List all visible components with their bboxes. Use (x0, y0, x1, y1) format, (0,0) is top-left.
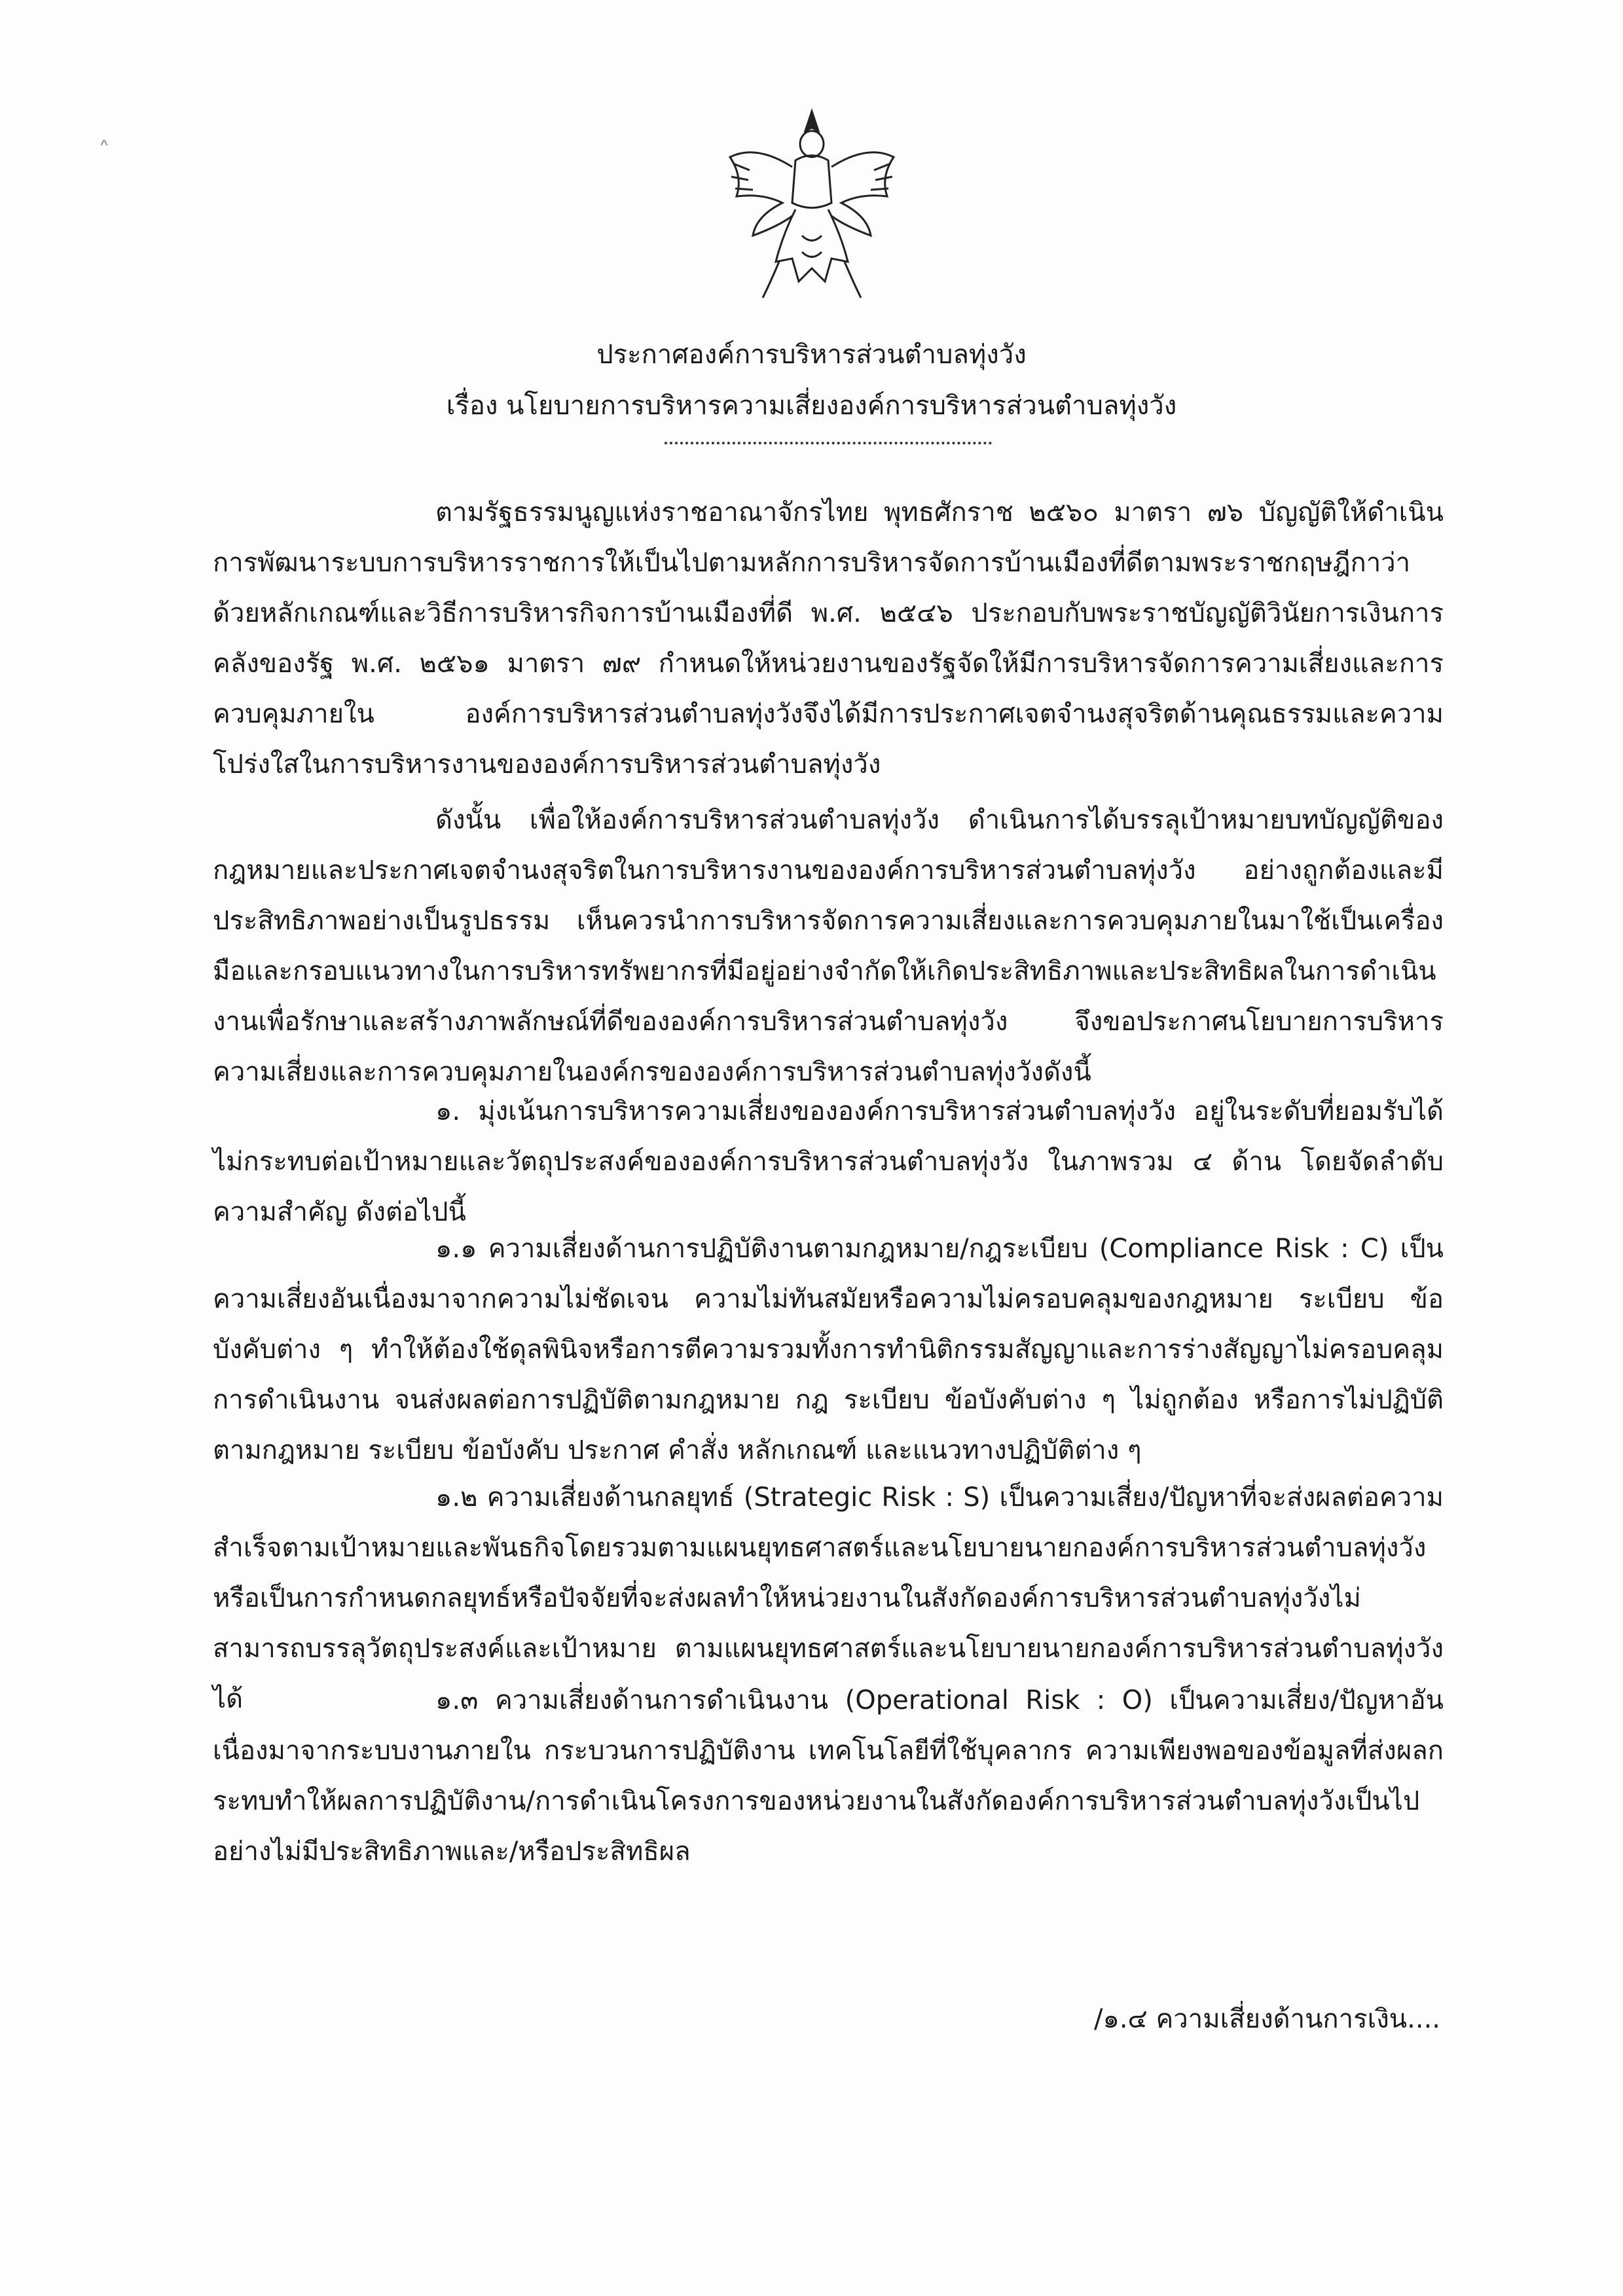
paragraph-text: ๑.๒ ความเสี่ยงด้านกลยุทธ์ (Strategic Risk : S) เป็นความเสี่ยง/ปัญหาที่จะส่งผลต่อความสำเร็จตามเป้าหมายและพันธกิจโดยรวมตามแผนยุทธศาสตร์และนโยบายนายกองค์การบริหารส่วนตำบลทุ่งวัง หรือเป็นการกำหนดกลยุทธ์หรือปัจจัยที่จะส่งผลทำให้หน่วยงานในสังกัดองค์การบริหารส่วนตำบลทุ่งวังไม่สามารถบรรลุวัตถุประสงค์และเป้าหมาย ตามแผนยุทธศาสตร์และนโยบายนายกองค์การบริหารส่วนตำบลทุ่งวังได้ (213, 1482, 1444, 1714)
paragraph-text: ๑. มุ่งเน้นการบริหารความเสี่ยงขององค์การบริหารส่วนตำบลทุ่งวัง อยู่ในระดับที่ยอมรับได้ไม่กระทบต่อเป้าหมายและวัตถุประสงค์ขององค์การบริหารส่วนตำบลทุ่งวัง ในภาพรวม ๔ ด้าน โดยจัดลำดับความสำคัญ ดังต่อไปนี้ (213, 1096, 1444, 1227)
policy-item-1-1 (213, 1224, 1444, 1476)
document-subject: เรื่อง นโยบายการบริหารความเสี่ยงองค์การบริหารส่วนตำบลทุ่งวัง (446, 391, 1177, 421)
paragraph-preamble (213, 488, 1444, 790)
garuda-emblem-icon (717, 105, 907, 308)
page-continuation: /๑.๔ ความเสี่ยงด้านการเงิน.... (1093, 2004, 1440, 2034)
policy-item-1 (213, 1086, 1444, 1238)
paragraph-text: ๑.๓ ความเสี่ยงด้านการดำเนินงาน (Operational Risk : O) เป็นความเสี่ยง/ปัญหาอันเนื่องมาจากระบบงานภายใน กระบวนการปฏิบัติงาน เทคโนโลยีที่ใช้บุคลากร ความเพียงพอของข้อมูลที่ส่งผลกระทบทำให้ผลการปฏิบัติงาน/การดำเนินโครงการของหน่วยงานในสังกัดองค์การบริหารส่วนตำบลทุ่งวังเป็นไปอย่างไม่มีประสิทธิภาพและ/หรือประสิทธิผล (213, 1685, 1444, 1867)
paragraph-text: ดังนั้น เพื่อให้องค์การบริหารส่วนตำบลทุ่งวัง ดำเนินการได้บรรลุเป้าหมายบทบัญญัติของกฎหมายและประกาศเจตจำนงสุจริตในการบริหารงานขององค์การบริหารส่วนตำบลทุ่งวัง อย่างถูกต้องและมีประสิทธิภาพอย่างเป็นรูปธรรม เห็นควรนำการบริหารจัดการความเสี่ยงและการควบคุมภายในมาใช้เป็นเครื่องมือและกรอบแนวทางในการบริหารทรัพยากรที่มีอยู่อย่างจำกัดให้เกิดประสิทธิภาพและประสิทธิผลในการดำเนินงานเพื่อรักษาและสร้างภาพลักษณ์ที่ดีขององค์การบริหารส่วนตำบลทุ่งวัง จึงขอประกาศนโยบายการบริหารความเสี่ยงและการควบคุมภายในองค์กรขององค์การบริหารส่วนตำบลทุ่งวังดังนี้ (213, 805, 1444, 1087)
scan-mark: ˄ (98, 137, 110, 164)
paragraph-text: ตามรัฐธรรมนูญแห่งราชอาณาจักรไทย พุทธศักราช ๒๕๖๐ มาตรา ๗๖ บัญญัติให้ดำเนินการพัฒนาระบบการบริหารราชการให้เป็นไปตามหลักการบริหารจัดการบ้านเมืองที่ดีตามพระราชกฤษฎีกาว่าด้วยหลักเกณฑ์และวิธีการบริหารกิจการบ้านเมืองที่ดี พ.ศ. ๒๕๔๖ ประกอบกับพระราชบัญญัติวินัยการเงินการคลังของรัฐ พ.ศ. ๒๕๖๑ มาตรา ๗๙ กำหนดให้หน่วยงานของรัฐจัดให้มีการบริหารจัดการความเสี่ยงและการควบคุมภายใน องค์การบริหารส่วนตำบลทุ่งวังจึงได้มีการประกาศเจตจำนงสุจริตด้านคุณธรรมและความโปร่งใสในการบริหารงานขององค์การบริหารส่วนตำบลทุ่งวัง (213, 497, 1444, 780)
title-divider (665, 442, 992, 444)
paragraph-text: ๑.๑ ความเสี่ยงด้านการปฏิบัติงานตามกฎหมาย/กฎระเบียบ (Compliance Risk : C) เป็นความเสี่ยงอันเนื่องมาจากความไม่ชัดเจน ความไม่ทันสมัยหรือความไม่ครอบคลุมของกฎหมาย ระเบียบ ข้อบังคับต่าง ๆ ทำให้ต้องใช้ดุลพินิจหรือการตีความรวมทั้งการทำนิติกรรมสัญญาและการร่างสัญญาไม่ครอบคลุมการดำเนินงาน จนส่งผลต่อการปฏิบัติตามกฎหมาย กฎ ระเบียบ ข้อบังคับต่าง ๆ ไม่ถูกต้อง หรือการไม่ปฏิบัติตามกฎหมาย ระเบียบ ข้อบังคับ ประกาศ คำสั่ง หลักเกณฑ์ และแนวทางปฏิบัติต่าง ๆ (213, 1234, 1444, 1465)
document-title: ประกาศองค์การบริหารส่วนตำบลทุ่งวัง (596, 340, 1027, 370)
paragraph-policy-intro (213, 795, 1444, 1098)
policy-item-1-3 (213, 1676, 1444, 1877)
